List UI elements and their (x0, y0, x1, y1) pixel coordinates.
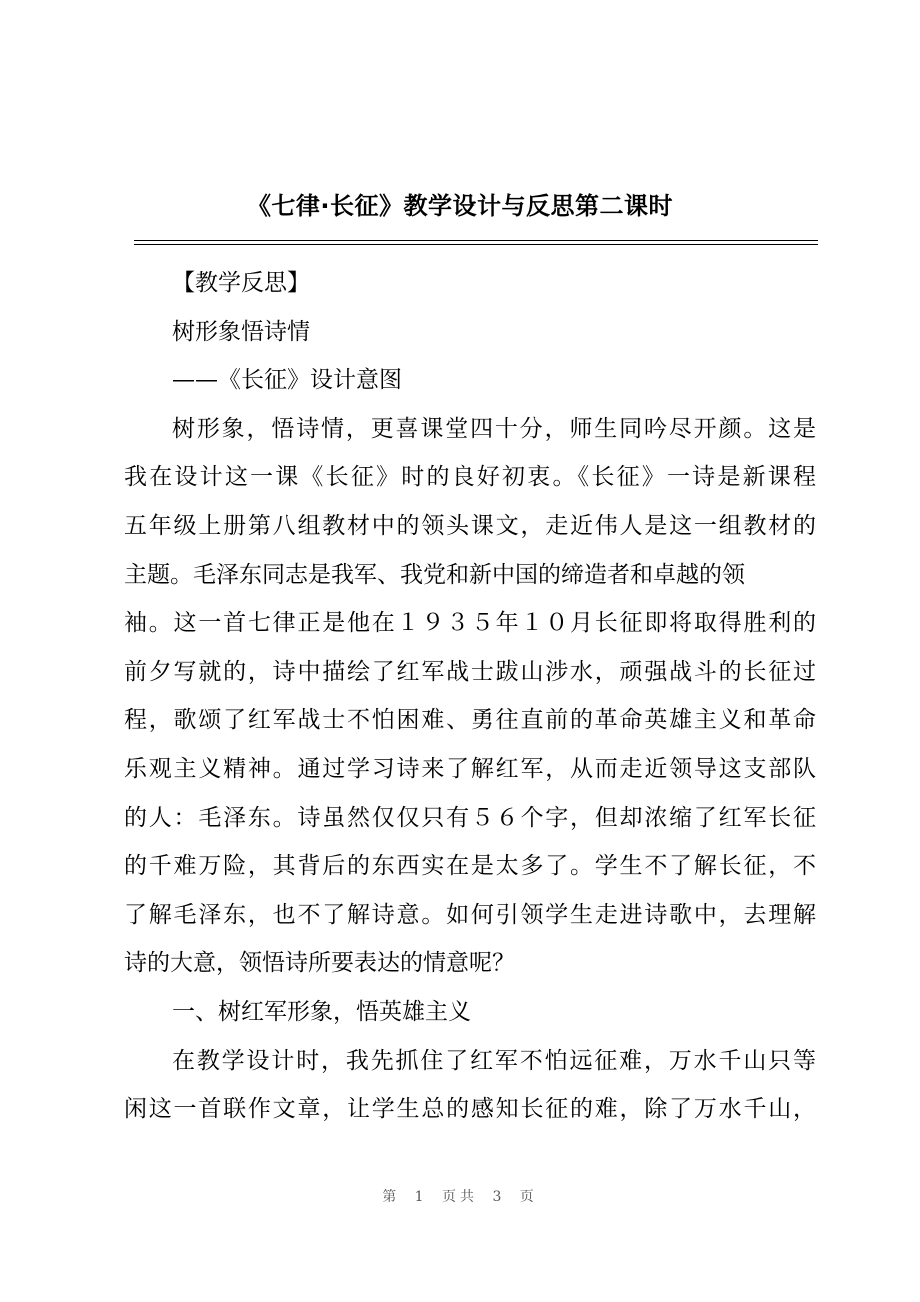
body-text-line: 在教学设计时，我先抓住了红军不怕远征难，万水千山只等 (172, 1047, 816, 1074)
body-text-line: 闲这一首联作文章，让学生总的感知长征的难，除了万水千山， (124, 1096, 816, 1123)
body-text-line: 我在设计这一课《长征》时的良好初衷。《长征》一诗是新课程 (124, 464, 816, 491)
body-text-line: 乐观主义精神。通过学习诗来了解红军，从而走近领导这支部队 (124, 755, 816, 782)
body-text-line: 主题。毛泽东同志是我军、我党和新中国的缔造者和卓越的领 (124, 561, 745, 588)
title-double-rule (134, 240, 818, 245)
document-body (124, 259, 816, 1134)
body-text-line: 袖。这一首七律正是他在１９３５年１０月长征即将取得胜利的 (124, 610, 816, 637)
body-text-line: 诗的大意，领悟诗所要表达的情意呢？ (124, 950, 515, 977)
page-title: 《七律·长征》教学设计与反思第二课时 (246, 192, 674, 220)
body-text-line: 一、树红军形象，悟英雄主义 (172, 998, 471, 1025)
body-text-line: 五年级上册第八组教材中的领头课文，走近伟人是这一组教材的 (124, 512, 816, 539)
body-text-line: ——《长征》设计意图 (172, 367, 402, 394)
page-footer: 第 1 页共 3 页 (382, 1189, 538, 1205)
body-text-line: 树形象悟诗情 (172, 318, 310, 345)
body-text-line: 前夕写就的，诗中描绘了红军战士跋山涉水，顽强战斗的长征过 (124, 658, 816, 685)
body-text-line: 的人：毛泽东。诗虽然仅仅只有５６个字，但却浓缩了红军长征 (124, 804, 816, 831)
body-text-line: 了解毛泽东，也不了解诗意。如何引领学生走进诗歌中，去理解 (124, 901, 816, 928)
body-text-line: 【教学反思】 (172, 270, 310, 296)
body-text-line: 的千难万险，其背后的东西实在是太多了。学生不了解长征，不 (124, 853, 816, 880)
body-text-line: 树形象，悟诗情，更喜课堂四十分，师生同吟尽开颜。这是 (172, 415, 816, 442)
body-text-line: 程，歌颂了红军战士不怕困难、勇往直前的革命英雄主义和革命 (124, 707, 816, 734)
